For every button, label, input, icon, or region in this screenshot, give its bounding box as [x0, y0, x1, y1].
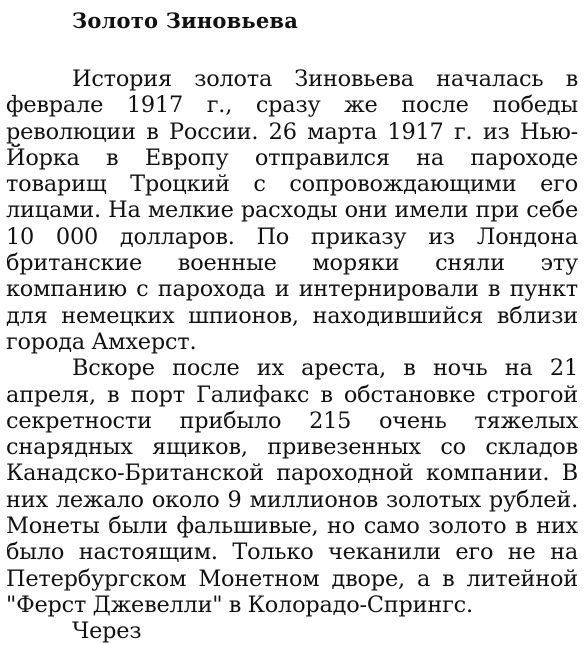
paragraph-1: История золота Зиновьева началась в феврале 1917 г., сразу же после победы революции в России. 26 марта 1917 г. из Нью-Йорка в Европу отправился на пароходе товарищ Троцкий с сопровождающими его лицами. На мелкие расходы они имели при себе 10 000 долларов. По приказу из Лондона британские военные моряки сняли эту компанию с парохода и интернировали в пункт для немецких шпионов, находившийся вблизи города Амхерст.: [6, 66, 578, 355]
paragraph-3: Через: [72, 618, 142, 645]
paragraph-2: Вскоре после их ареста, в ночь на 21 апреля, в порт Галифакс в обстановке строгой секретности прибыло 215 очень тяжелых снарядных ящиков, привезенных со складов Канадско-Британской пароходной компании. В них лежало около 9 миллионов золотых рублей. Монеты были фальшивые, но само золото в них было настоящим. Только чеканили его не на Петербургском Монетном дворе, а в литейной "Ферст Джевелли" в Колорадо-Спрингс.: [6, 355, 578, 618]
document-title: Золото Зиновьева: [72, 8, 298, 33]
document-page: [6, 0, 578, 645]
